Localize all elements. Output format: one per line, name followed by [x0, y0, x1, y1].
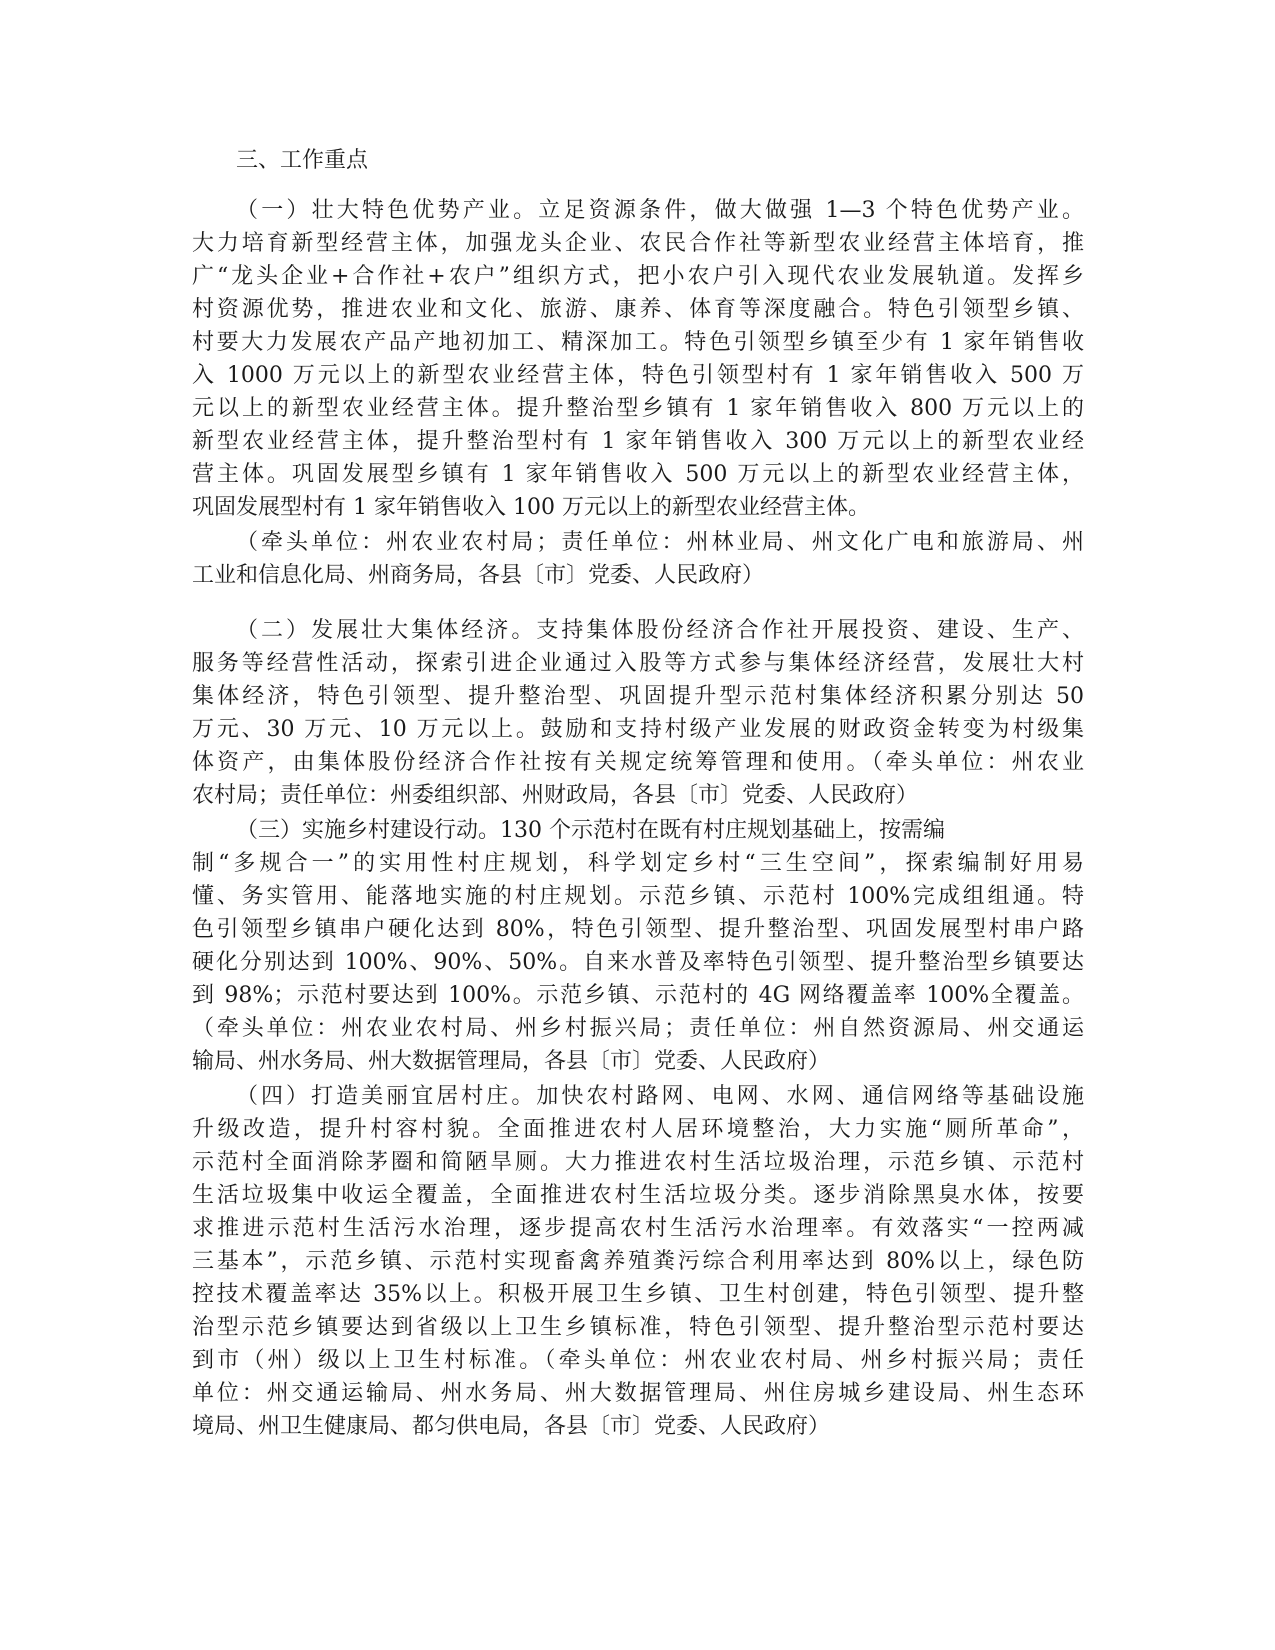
- paragraph-line: 懂、务实管用、能落地实施的村庄规划。示范乡镇、示范村 100%完成组组通。特: [192, 884, 1084, 909]
- paragraph-line: （牵头单位：州农业农村局、州乡村振兴局；责任单位：州自然资源局、州交通运: [192, 1016, 1084, 1041]
- section-heading-text: 三、工作重点: [236, 148, 369, 173]
- paragraph-line: 治型示范乡镇要达到省级以上卫生乡镇标准，特色引领型、提升整治型示范村要达: [192, 1315, 1084, 1340]
- paragraph-line: 巩固发展型村有 1 家年销售收入 100 万元以上的新型农业经营主体。: [192, 495, 870, 520]
- paragraph-line: 大力培育新型经营主体，加强龙头企业、农民合作社等新型农业经营主体培育，推: [192, 231, 1084, 256]
- paragraph-line: 求推进示范村生活污水治理，逐步提高农村生活污水治理率。有效落实“一控两减: [192, 1216, 1084, 1241]
- paragraph-line: 到市（州）级以上卫生村标准。（牵头单位：州农业农村局、州乡村振兴局；责任: [192, 1348, 1084, 1373]
- paragraph-line: （四）打造美丽宜居村庄。加快农村路网、电网、水网、通信网络等基础设施: [236, 1084, 1084, 1109]
- paragraph-line: （一）壮大特色优势产业。立足资源条件，做大做强 1—3 个特色优势产业。: [236, 198, 1084, 223]
- paragraph-2: [192, 526, 1084, 592]
- paragraph-line: 工业和信息化局、州商务局，各县〔市〕党委、人民政府）: [192, 563, 765, 588]
- paragraph-line: 入 1000 万元以上的新型农业经营主体，特色引领型村有 1 家年销售收入 500 万: [192, 363, 1084, 388]
- paragraph-line: 示范村全面消除茅圈和简陋旱厕。大力推进农村生活垃圾治理，示范乡镇、示范村: [192, 1150, 1084, 1175]
- paragraph-line: 到 98%；示范村要达到 100%。示范乡镇、示范村的 4G 网络覆盖率 100%全覆盖。: [192, 983, 1084, 1008]
- paragraph-line: 元以上的新型农业经营主体。提升整治型乡镇有 1 家年销售收入 800 万元以上的: [192, 396, 1084, 421]
- paragraph-line: 服务等经营性活动，探索引进企业通过入股等方式参与集体经济经营，发展壮大村: [192, 651, 1084, 676]
- paragraph-1: [192, 194, 1084, 524]
- paragraph-line: 硬化分别达到 100%、90%、50%。自来水普及率特色引领型、提升整治型乡镇要达: [192, 950, 1084, 975]
- paragraph-line: 制“多规合一”的实用性村庄规划，科学划定乡村“三生空间”，探索编制好用易: [192, 851, 1084, 876]
- paragraph-line: 村要大力发展农产品产地初加工、精深加工。特色引领型乡镇至少有 1 家年销售收: [192, 330, 1084, 355]
- paragraph-line: 万元、30 万元、10 万元以上。鼓励和支持村级产业发展的财政资金转变为村级集: [192, 717, 1084, 742]
- paragraph-line: 农村局；责任单位：州委组织部、州财政局，各县〔市〕党委、人民政府）: [192, 783, 919, 808]
- paragraph-line: （二）发展壮大集体经济。支持集体股份经济合作社开展投资、建设、生产、: [236, 618, 1084, 643]
- paragraph-line: 村资源优势，推进农业和文化、旅游、康养、体育等深度融合。特色引领型乡镇、: [192, 297, 1084, 322]
- paragraph-line: 营主体。巩固发展型乡镇有 1 家年销售收入 500 万元以上的新型农业经营主体，: [192, 462, 1084, 487]
- paragraph-line: 体资产，由集体股份经济合作社按有关规定统筹管理和使用。（牵头单位：州农业: [192, 750, 1084, 775]
- paragraph-line: 三基本”，示范乡镇、示范村实现畜禽养殖粪污综合利用率达到 80%以上，绿色防: [192, 1249, 1084, 1274]
- paragraph-line: 色引领型乡镇串户硬化达到 80%，特色引领型、提升整治型、巩固发展型村串户路: [192, 917, 1084, 942]
- paragraph-line: 新型农业经营主体，提升整治型村有 1 家年销售收入 300 万元以上的新型农业经: [192, 429, 1084, 454]
- paragraph-line: （三）实施乡村建设行动。130 个示范村在既有村庄规划基础上，按需编: [236, 818, 945, 843]
- paragraph-line: 单位：州交通运输局、州水务局、州大数据管理局、州住房城乡建设局、州生态环: [192, 1381, 1084, 1406]
- paragraph-5: [192, 1080, 1084, 1443]
- paragraph-line: 生活垃圾集中收运全覆盖，全面推进农村生活垃圾分类。逐步消除黑臭水体，按要: [192, 1183, 1084, 1208]
- paragraph-3: [192, 614, 1084, 812]
- section-heading: [192, 144, 1084, 177]
- paragraph-line: 控技术覆盖率达 35%以上。积极开展卫生乡镇、卫生村创建，特色引领型、提升整: [192, 1282, 1084, 1307]
- paragraph-line: 境局、州卫生健康局、都匀供电局，各县〔市〕党委、人民政府）: [192, 1414, 831, 1439]
- paragraph-line: 升级改造，提升村容村貌。全面推进农村人居环境整治，大力实施“厕所革命”，: [192, 1117, 1084, 1142]
- paragraph-line: 集体经济，特色引领型、提升整治型、巩固提升型示范村集体经济积累分别达 50: [192, 684, 1084, 709]
- paragraph-line: 输局、州水务局、州大数据管理局，各县〔市〕党委、人民政府）: [192, 1049, 831, 1074]
- paragraph-line: （牵头单位：州农业农村局；责任单位：州林业局、州文化广电和旅游局、州: [236, 530, 1084, 555]
- paragraph-4: [192, 814, 1084, 1078]
- paragraph-line: 广“龙头企业+合作社+农户”组织方式，把小农户引入现代农业发展轨道。发挥乡: [192, 264, 1084, 289]
